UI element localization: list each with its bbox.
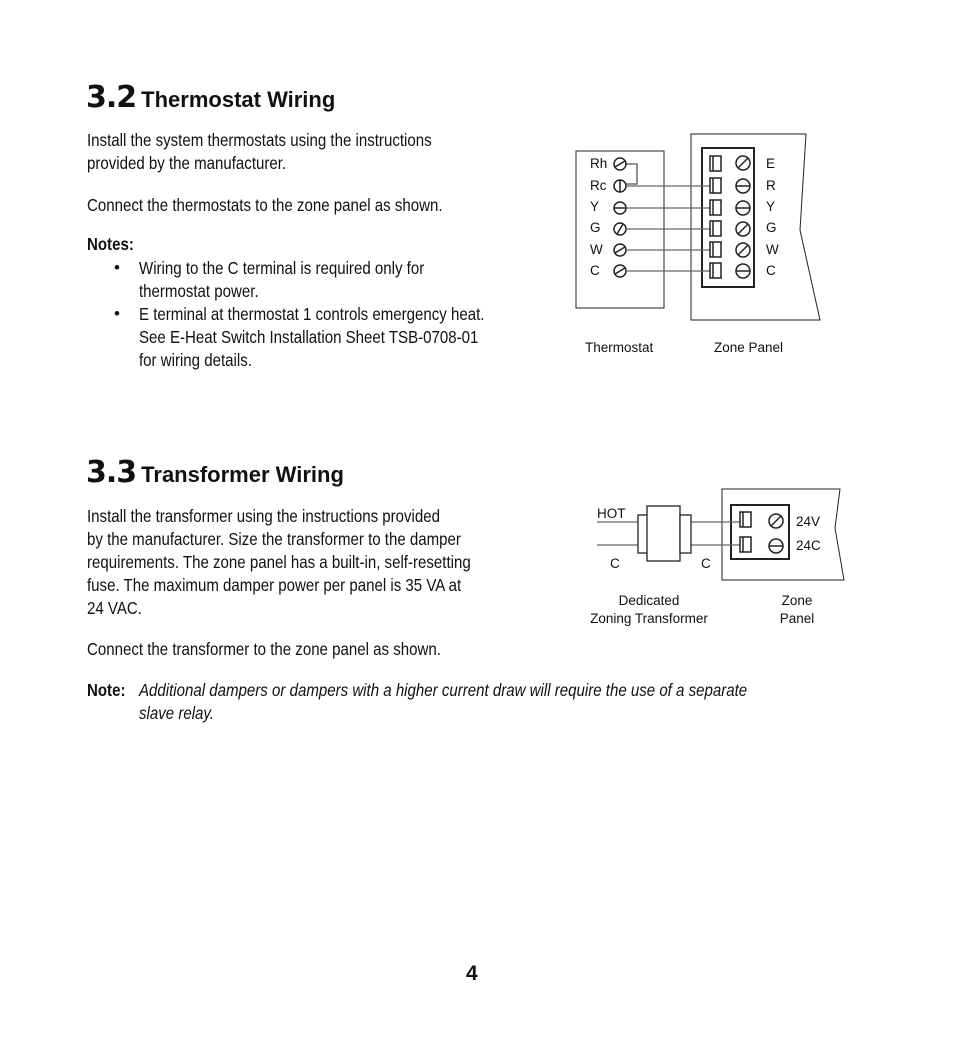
note-bullet-1 bbox=[139, 257, 424, 303]
text-line: See E-Heat Switch Installation Sheet TSB-0708-01 bbox=[139, 327, 479, 347]
panel-screw-r bbox=[736, 179, 750, 193]
panel-screw-24v bbox=[769, 514, 783, 528]
zone-panel-caption: Zone bbox=[781, 593, 813, 608]
page-number: 4 bbox=[466, 962, 478, 985]
panel-screw-c bbox=[736, 264, 750, 278]
rh-rc-jumper bbox=[626, 164, 637, 184]
c-right-label: C bbox=[701, 556, 711, 571]
zone-panel-caption: Zone Panel bbox=[714, 340, 784, 355]
thermostat-terminal-label: W bbox=[590, 242, 603, 257]
panel-terminal-label: C bbox=[766, 263, 776, 278]
text-line: by the manufacturer. Size the transformer to the damper bbox=[87, 529, 461, 549]
panel-terminal-label: E bbox=[766, 156, 776, 171]
thermostat-screw-c bbox=[614, 265, 626, 277]
thermostat-screw-y bbox=[614, 202, 626, 214]
transformer-intro-paragraph bbox=[87, 505, 471, 620]
note-text bbox=[139, 679, 747, 725]
thermostat-terminal-label: G bbox=[590, 220, 601, 235]
panel-clamps bbox=[740, 512, 751, 552]
section-title: Transformer Wiring bbox=[141, 462, 344, 487]
thermostat-terminal-label: Rc bbox=[590, 178, 607, 193]
text-line: Wiring to the C terminal is required only for bbox=[139, 258, 425, 278]
panel-screw-w bbox=[736, 243, 750, 257]
section-title: Thermostat Wiring bbox=[141, 87, 336, 112]
panel-clamps bbox=[710, 156, 721, 278]
transformer-symbol bbox=[638, 506, 691, 561]
thermostat-connect-paragraph: Connect the thermostats to the zone panel as shown. bbox=[87, 195, 443, 215]
thermostat-caption: Thermostat bbox=[585, 340, 654, 355]
thermostat-intro-paragraph bbox=[87, 129, 432, 175]
c-left-label: C bbox=[610, 556, 620, 571]
thermostat-wiring-diagram bbox=[560, 125, 840, 365]
panel-terminal-label: R bbox=[766, 178, 776, 193]
transformer-caption: Dedicated bbox=[618, 593, 680, 608]
thermostat-terminal-label: C bbox=[590, 263, 600, 278]
wires bbox=[626, 186, 712, 271]
text-line: provided by the manufacturer. bbox=[87, 153, 287, 173]
text-line: requirements. The zone panel has a built-in, self-resetting bbox=[87, 552, 471, 572]
zone-panel-outline bbox=[722, 489, 844, 580]
panel-terminal-label: W bbox=[766, 242, 779, 257]
bullet-dot: • bbox=[114, 304, 120, 323]
zone-panel-caption: Panel bbox=[779, 611, 815, 626]
thermostat-screw-g bbox=[614, 223, 626, 235]
notes-label: Notes: bbox=[87, 234, 134, 254]
panel-screw-e bbox=[736, 156, 750, 170]
thermostat-terminal-label: Y bbox=[590, 199, 600, 214]
thermostat-screw-w bbox=[614, 244, 626, 256]
transformer-connect-paragraph: Connect the transformer to the zone panel as shown. bbox=[87, 639, 441, 659]
transformer-caption: Zoning Transformer bbox=[590, 611, 708, 626]
bullet-dot: • bbox=[114, 258, 120, 277]
section-3-3-heading bbox=[86, 455, 344, 490]
panel-terminal-label: Y bbox=[766, 199, 776, 214]
panel-screw-24c bbox=[769, 539, 783, 553]
text-line: Install the transformer using the instructions provided bbox=[87, 506, 441, 526]
panel-screw-g bbox=[736, 222, 750, 236]
terminal-24c-label: 24C bbox=[796, 538, 821, 553]
hot-label: HOT bbox=[597, 506, 626, 521]
text-line: Additional dampers or dampers with a higher current draw will require the use of a separate bbox=[139, 680, 748, 700]
text-line: thermostat power. bbox=[139, 281, 259, 301]
note-label: Note: bbox=[87, 680, 126, 700]
section-3-2-heading bbox=[86, 80, 335, 115]
text-line: for wiring details. bbox=[139, 350, 252, 370]
note-bullet-2 bbox=[139, 303, 484, 372]
text-line: E terminal at thermostat 1 controls emergency heat. bbox=[139, 304, 485, 324]
panel-terminal-label: G bbox=[766, 220, 777, 235]
section-number: 3.3 bbox=[86, 455, 137, 490]
terminal-24v-label: 24V bbox=[796, 514, 821, 529]
text-line: slave relay. bbox=[139, 703, 215, 723]
thermostat-screw-rh bbox=[614, 158, 626, 170]
thermostat-terminal-label: Rh bbox=[590, 156, 608, 171]
thermostat-screw-rc bbox=[614, 180, 626, 192]
section-number: 3.2 bbox=[86, 80, 137, 115]
transformer-wiring-diagram bbox=[580, 480, 850, 630]
text-line: Install the system thermostats using the instructions bbox=[87, 130, 432, 150]
text-line: fuse. The maximum damper power per panel is 35 VA at bbox=[87, 575, 462, 595]
text-line: 24 VAC. bbox=[87, 598, 142, 618]
panel-screw-y bbox=[736, 201, 750, 215]
